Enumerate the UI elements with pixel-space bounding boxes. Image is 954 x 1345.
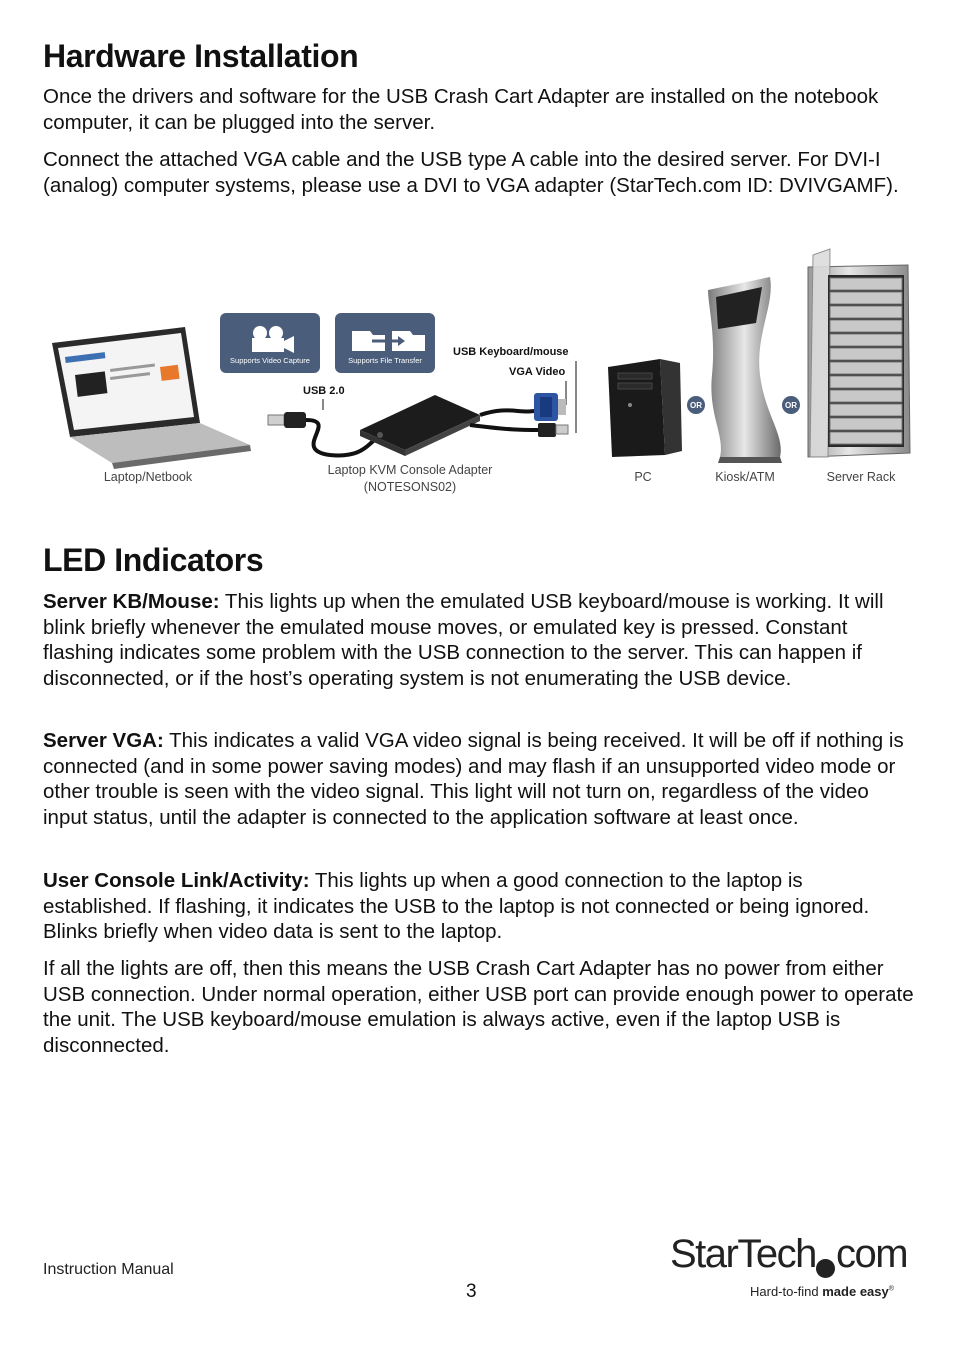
led-link-label: User Console Link/Activity: <box>43 869 310 892</box>
page-number: 3 <box>466 1281 477 1302</box>
caption-adapter-line1: Laptop KVM Console Adapter <box>327 463 493 477</box>
led-indicators-heading: LED Indicators <box>43 542 264 578</box>
startech-logo <box>670 1232 915 1304</box>
file-transfer-badge <box>335 313 435 373</box>
logo-tagline <box>750 1284 894 1299</box>
caption-adapter-line2: (NOTESONS02) <box>363 480 457 494</box>
vga-video-label: VGA Video <box>509 366 566 378</box>
led-link-paragraph <box>43 868 915 945</box>
led-kb-text: This lights up when the emulated USB keyboard/mouse is working. It will blink briefly whenever the emulated mouse moves, or emulated key is pressed. Constant flashing indicates some problem with the USB connection to the server. This can happen if disconnected, or if the host’s operating system is not enumerating the USB device. <box>43 590 884 690</box>
usb-plug-laptop <box>268 412 306 428</box>
kiosk-atm <box>708 277 782 463</box>
caption-server-rack: Server Rack <box>826 470 896 484</box>
usb-plug-server <box>538 423 568 437</box>
hardware-installation-heading: Hardware Installation <box>43 38 359 74</box>
led-kb-label: Server KB/Mouse: <box>43 590 220 613</box>
caption-kiosk: Kiosk/ATM <box>715 470 775 484</box>
usb-keyboard-label: USB Keyboard/mouse <box>453 346 569 358</box>
led-off-paragraph: If all the lights are off, then this means the USB Crash Cart Adapter has no power from either USB connection. Under normal operation, either USB port can provide enough power to operate the unit. The USB keyboard/mouse emulation is always active, even if the laptop USB is disconnected. <box>43 957 914 1057</box>
led-vga-label: Server VGA: <box>43 729 164 752</box>
connection-diagram <box>40 245 920 500</box>
footer-instruction-manual: Instruction Manual <box>43 1261 174 1278</box>
kvm-adapter <box>360 395 480 456</box>
led-vga-paragraph <box>43 728 915 830</box>
caption-laptop: Laptop/Netbook <box>103 470 193 484</box>
caption-pc: PC <box>634 470 652 484</box>
pc-tower <box>608 359 682 457</box>
logo-startech-text: StarTech <box>670 1232 816 1276</box>
led-vga-text: This indicates a valid VGA video signal is being received. It will be off if nothing is connected (and in some power saving modes) and may flash if an unsupported video mode or other trouble is seen with the video signal. This light will not turn on, regardless of the video input status, until the adapter is connected to the application software at least once. <box>43 729 904 829</box>
logo-dot-icon <box>816 1259 835 1278</box>
logo-tag-bold: made easy <box>822 1284 889 1299</box>
hardware-paragraph-1: Once the drivers and software for the USB Crash Cart Adapter are installed on the notebook computer, it can be plugged into the server. <box>43 85 879 134</box>
led-link-text: This lights up when a good connection to the laptop is established. If flashing, it indicates the USB to the laptop is not connected or being ignored. Blinks briefly when video data is sent to the laptop. <box>43 869 870 944</box>
logo-tag-registered: ® <box>888 1285 894 1293</box>
led-kb-paragraph <box>43 589 915 691</box>
logo-tag-normal: Hard-to-find <box>750 1284 823 1299</box>
video-capture-badge <box>220 313 320 373</box>
hardware-paragraph-2: Connect the attached VGA cable and the USB type A cable into the desired server. For DVI-I (analog) computer systems, please use a DVI to VGA adapter (StarTech.com ID: DVIVGAMF). <box>43 148 899 197</box>
or-label-1: OR <box>690 401 702 410</box>
logo-com-text: com <box>836 1232 908 1276</box>
or-label-2: OR <box>785 401 797 410</box>
vga-plug <box>534 393 566 421</box>
server-rack <box>808 249 910 457</box>
badge-video-label: Supports Video Capture <box>230 356 310 365</box>
usb20-label: USB 2.0 <box>303 385 345 397</box>
badge-file-label: Supports File Transfer <box>348 356 422 365</box>
